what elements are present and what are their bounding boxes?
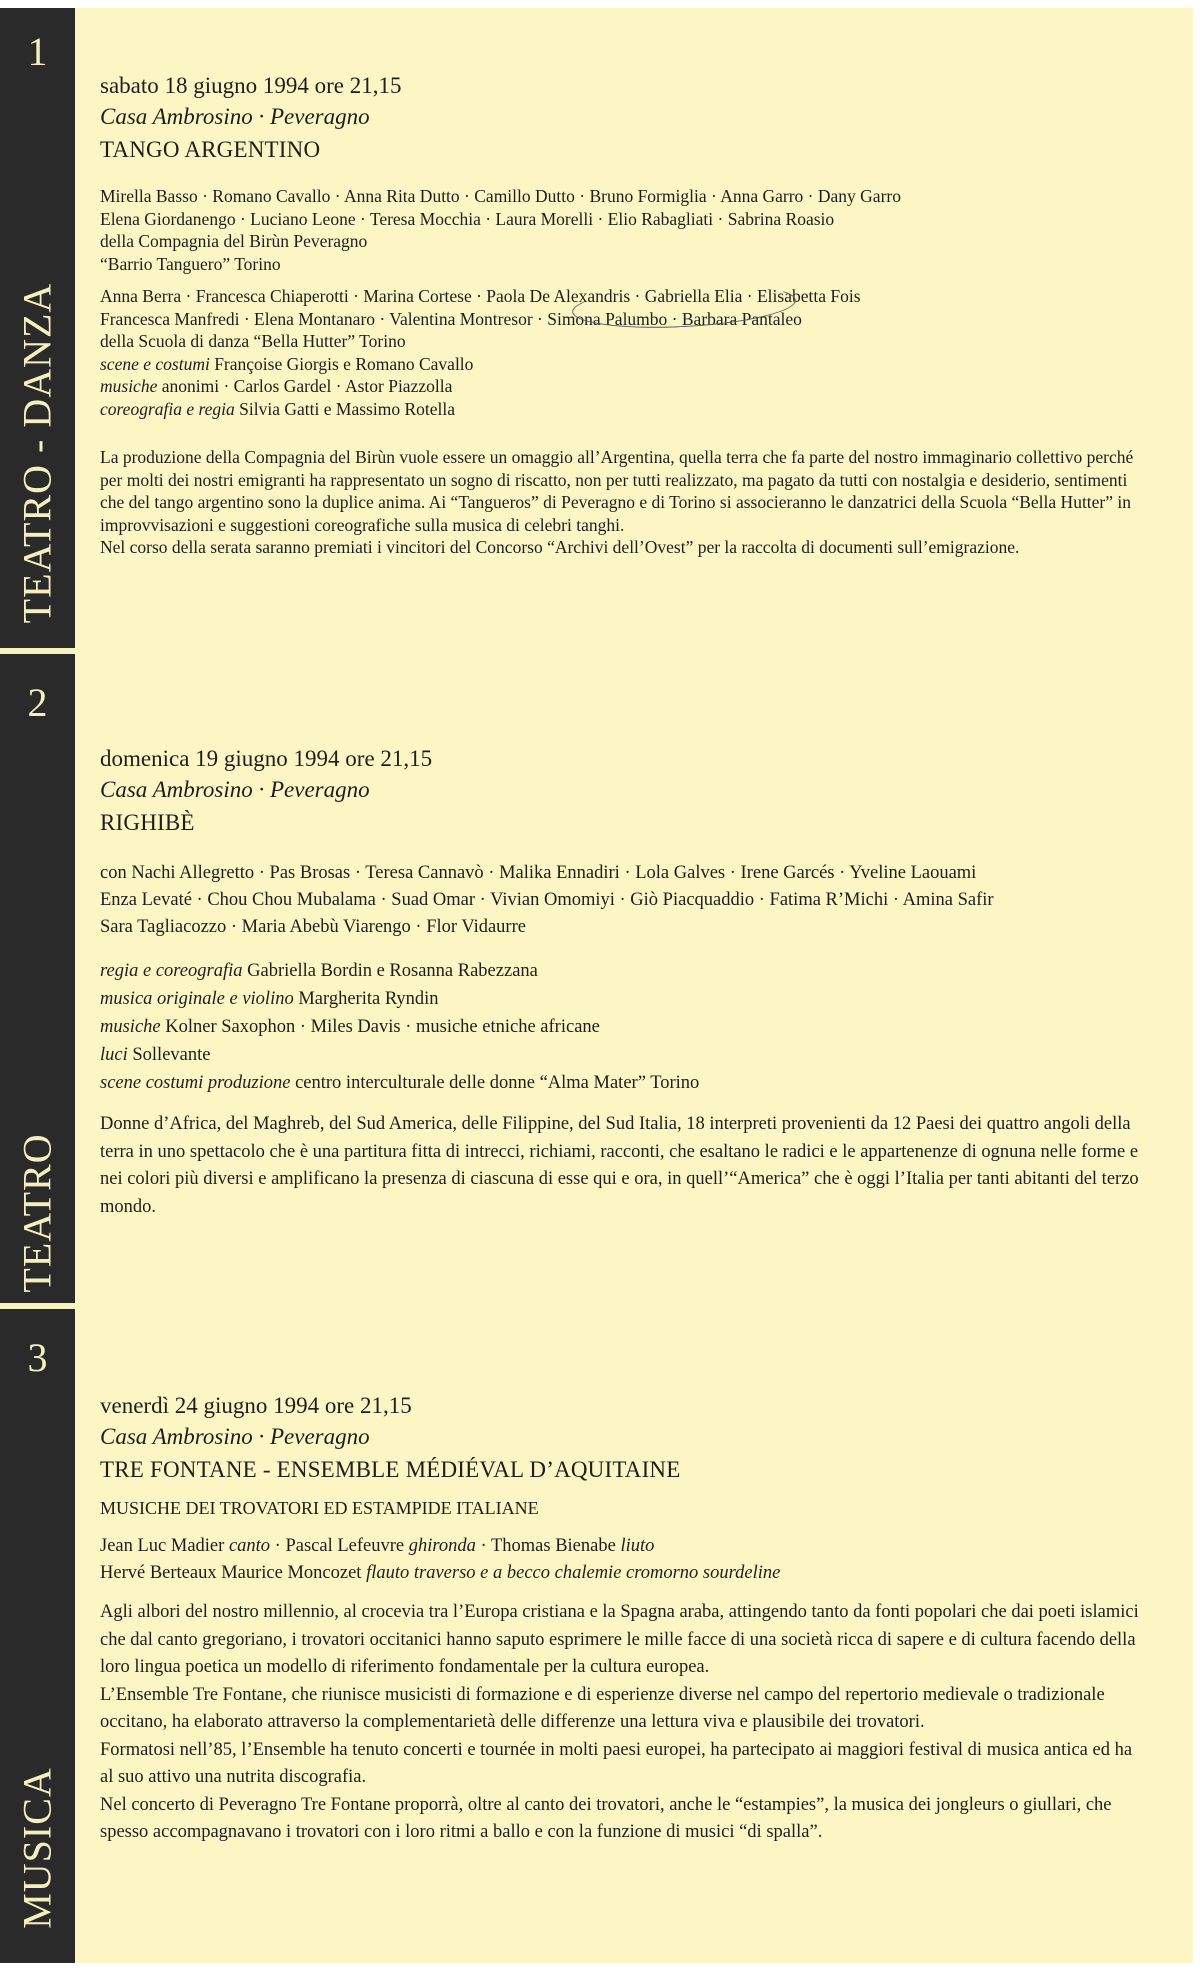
- description-paragraph: Nel concerto di Peveragno Tre Fontane proporrà, oltre al canto dei trovatori, anche le “estampies”, la musica dei jongleurs o giullari, che spesso accompagnavano i trovatori con i loro ritmi a ballo e con la funzione di musici “di spalla”.: [100, 1794, 1112, 1842]
- cast-line: Anna Berra · Francesca Chiaperotti · Marina Cortese · Paola De Alexandris · Gabriella Elia · Elisabetta Fois: [100, 286, 861, 306]
- credit-names: Kolner Saxophon · Miles Davis · musiche etniche africane: [165, 1017, 600, 1037]
- description-paragraph: La produzione della Compagnia del Birùn vuole essere un omaggio all’Argentina, quella terra che fa parte del nostro immaginario collettivo perché per molti dei nostri emigranti ha rappresentato un sogno di riscatto, non per tutti realizzato, ma pagato da tutti con nostalgia e desiderio, sentimenti che del tango argentino sono la duplice anima. Ai “Tangueros” di Peveragno e di Torino si associeranno le danzatrici della Scuola “Bella Hutter” in improvvisazioni e suggestioni coreografiche sulla musica di celebri tanghi.: [100, 447, 1134, 535]
- section-number-1: 1: [27, 29, 48, 74]
- credit-role: scene e costumi: [100, 353, 210, 374]
- cast-line: “Barrio Tanguero” Torino: [100, 253, 281, 274]
- event-date: sabato 18 giugno 1994 ore 21,15: [100, 73, 402, 98]
- section-label-teatro: TEATRO: [14, 1133, 60, 1293]
- performer-name: · Thomas Bienabe: [480, 1536, 616, 1556]
- credit-names: Françoise Giorgis e Romano Cavallo: [214, 353, 474, 374]
- credit-line: [100, 398, 1150, 421]
- cast-line: Elena Giordanengo · Luciano Leone · Teresa Mocchia · Laura Morelli · Elio Rabagliati · Sabrina Roasio: [100, 208, 835, 229]
- performer-role: canto: [228, 1536, 271, 1556]
- credit-names: Sollevante: [132, 1045, 211, 1065]
- performers-line: [100, 1533, 1150, 1560]
- cast-line: della Scuola di danza “Bella Hutter” Torino: [100, 331, 406, 351]
- credit-names: Gabriella Bordin e Rosanna Rabezzana: [247, 961, 538, 981]
- performer-name: Jean Luc Madier: [100, 1536, 225, 1556]
- event-title: RIGHIBÈ: [100, 810, 195, 835]
- event-date: venerdì 24 giugno 1994 ore 21,15: [100, 1393, 412, 1418]
- cast-line: con Nachi Allegretto · Pas Brosas · Teresa Cannavò · Malika Ennadiri · Lola Galves · Irene Garcés · Yveline Laouami: [100, 863, 977, 883]
- performers-line: [100, 1560, 1150, 1587]
- credit-role: luci: [100, 1045, 128, 1065]
- performer-role: flauto traverso e a becco chalemie cromorno sourdeline: [366, 1563, 781, 1583]
- description-paragraph: L’Ensemble Tre Fontane, che riunisce musicisti di formazione e di esperienze diverse nel campo del repertorio medievale o tradizionale occitano, ha elaborato attraverso la complementarietà delle differenze una lettura viva e plausibile dei trovatori.: [100, 1684, 1105, 1732]
- credit-role: musiche: [100, 376, 158, 396]
- credit-names: anonimi · Carlos Gardel · Astor Piazzolla: [161, 376, 453, 396]
- event-section-2: [100, 744, 1150, 1221]
- credit-role: regia e coreografia: [100, 961, 243, 981]
- section-number-2: 2: [27, 680, 48, 725]
- credit-role: coreografia e regia: [100, 398, 235, 419]
- cast-line: Francesca Manfredi · Elena Montanaro · Valentina Montresor · Simona Palumbo · Barbara Pantaleo: [100, 308, 802, 329]
- credit-names: Silvia Gatti e Massimo Rotella: [239, 398, 455, 419]
- performer-role: ghironda: [408, 1536, 476, 1556]
- credit-role: scene costumi produzione: [100, 1073, 291, 1093]
- credit-role: musiche: [100, 1017, 161, 1037]
- cast-line: Mirella Basso · Romano Cavallo · Anna Rita Dutto · Camillo Dutto · Bruno Formiglia · Anna Garro · Dany Garro: [100, 186, 901, 206]
- cast-line: della Compagnia del Birùn Peveragno: [100, 231, 368, 251]
- section-divider: [0, 648, 75, 654]
- event-title: TRE FONTANE - ENSEMBLE MÉDIÉVAL D’AQUITAINE: [100, 1457, 681, 1482]
- event-venue: Casa Ambrosino · Peveragno: [100, 777, 370, 802]
- cast-line: Sara Tagliacozzo · Maria Abebù Viarengo · Flor Vidaurre: [100, 917, 526, 937]
- credit-role: musica originale e violino: [100, 989, 294, 1009]
- performer-name: Hervé Berteaux Maurice Moncozet: [100, 1563, 362, 1583]
- credit-line: [100, 353, 1150, 376]
- section-number-3: 3: [27, 1335, 48, 1380]
- section-sidebar: [0, 8, 75, 1963]
- credit-line: [100, 1013, 1150, 1041]
- event-venue: Casa Ambrosino · Peveragno: [100, 1424, 370, 1449]
- cast-line: Enza Levaté · Chou Chou Mubalama · Suad Omar · Vivian Omomiyi · Giò Piacquaddio · Fatima R’Michi · Amina Safir: [100, 890, 994, 910]
- description-paragraph: Agli albori del nostro millennio, al crocevia tra l’Europa cristiana e la Spagna araba, attingendo tanto da fonti popolari che dai poeti islamici che dal canto gregoriano, i trovatori occitanici hanno saputo esprimere le mille facce di una società ricca di sapere e di cultura facendo della loro lingua poetica un modello di riferimento fondamentale per la cultura europea.: [100, 1602, 1139, 1677]
- event-subtitle: MUSICHE DEI TROVATORI ED ESTAMPIDE ITALIANE: [100, 1498, 539, 1518]
- event-date: domenica 19 giugno 1994 ore 21,15: [100, 746, 433, 771]
- credit-line: [100, 957, 1150, 985]
- section-label-teatro-danza: TEATRO - DANZA: [14, 282, 60, 624]
- credit-line: [100, 1069, 1150, 1097]
- event-venue: Casa Ambrosino · Peveragno: [100, 104, 370, 129]
- description-paragraph: Nel corso della serata saranno premiati i vincitori del Concorso “Archivi dell’Ovest” per la raccolta di documenti sull’emigrazione.: [100, 537, 1020, 557]
- event-section-3: [100, 1391, 1150, 1847]
- event-title: TANGO ARGENTINO: [100, 137, 321, 162]
- description-paragraph: Formatosi nell’85, l’Ensemble ha tenuto concerti e tournée in molti paesi europei, ha partecipato ai maggiori festival di musica antica ed ha al suo attivo una nutrita discografia.: [100, 1739, 1133, 1787]
- section-divider: [0, 1303, 75, 1309]
- performer-name: · Pascal Lefeuvre: [274, 1536, 405, 1556]
- credit-names: Margherita Ryndin: [298, 989, 439, 1009]
- credit-names: centro interculturale delle donne “Alma Mater” Torino: [295, 1073, 700, 1093]
- program-sheet: [0, 8, 1193, 1963]
- credit-line: [100, 375, 1150, 398]
- performer-role: liuto: [620, 1536, 655, 1556]
- credit-line: [100, 1041, 1150, 1069]
- credit-line: [100, 985, 1150, 1013]
- section-label-musica: MUSICA: [14, 1767, 60, 1929]
- description-paragraph: Donne d’Africa, del Maghreb, del Sud America, delle Filippine, del Sud Italia, 18 interpreti provenienti da 12 Paesi dei quattro angoli della terra in uno spettacolo che è una partitura fitta di intrecci, richiami, racconti, che esaltano le radici e le appartenenze di ognuna nelle forme e nei colori più diversi e amplificano la presenza di ciascuna di esse qui e ora, in quell’“America” che è oggi l’Italia per tanti abitanti del terzo mondo.: [100, 1114, 1139, 1217]
